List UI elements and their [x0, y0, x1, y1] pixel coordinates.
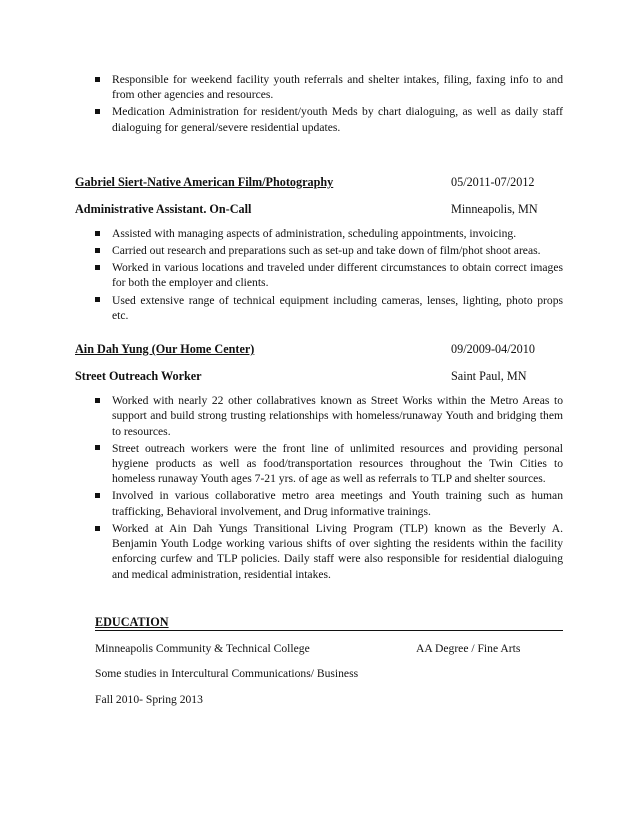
list-item — [95, 441, 563, 487]
list-item — [95, 72, 563, 103]
bullet-text: Responsible for weekend facility youth referrals and shelter intakes, filing, faxing info to and from other agencies and resources. — [112, 73, 563, 102]
square-bullet-icon — [95, 265, 100, 270]
education-period: Fall 2010- Spring 2013 — [95, 693, 203, 706]
job2-dates: 09/2009-04/2010 — [451, 342, 535, 356]
square-bullet-icon — [95, 109, 100, 114]
list-item — [95, 243, 563, 258]
education-heading — [95, 615, 563, 631]
job1-dates: 05/2011-07/2012 — [451, 175, 535, 189]
top-bullet-list — [95, 72, 563, 137]
job1-bullet-list — [95, 226, 563, 325]
bullet-text: Worked in various locations and traveled under different circumstances to obtain correct images for both the employer and clients. — [112, 261, 563, 290]
square-bullet-icon — [95, 398, 100, 403]
square-bullet-icon — [95, 526, 100, 531]
list-item — [95, 293, 563, 324]
bullet-text: Worked at Ain Dah Yungs Transitional Living Program (TLP) known as the Beverly A. Benjamin Youth Lodge working various shifts of over sighting the residents within the facility enforcing curfew and TLP policies. Daily staff were also responsible for residential dialoguing and medical administration, residential intakes. — [112, 521, 563, 581]
bullet-text: Used extensive range of technical equipment including cameras, lenses, lighting, photo props etc. — [112, 293, 563, 322]
bullet-text: Street outreach workers were the front line of unlimited resources and providing personal hygiene products as well as food/transportation resources throughout the Twin Cities to homeless runaway Youth ages 7-21 yrs. of age as well as referrals to TLP and shelter sources. — [112, 441, 563, 486]
list-item — [95, 488, 563, 519]
bullet-text: Carried out research and preparations such as set-up and take down of film/phot shoot areas. — [112, 244, 541, 258]
square-bullet-icon — [95, 297, 100, 302]
square-bullet-icon — [95, 248, 100, 253]
education-degree: AA Degree / Fine Arts — [416, 642, 521, 655]
list-item — [95, 521, 563, 582]
education-heading-text: EDUCATION — [95, 615, 169, 629]
square-bullet-icon — [95, 77, 100, 82]
list-item — [95, 260, 563, 291]
bullet-text: Medication Administration for resident/youth Meds by chart dialoguing, as well as daily staff dialoguing for general/severe residential updates. — [112, 105, 563, 134]
job1-employer: Gabriel Siert-Native American Film/Photography — [75, 175, 334, 189]
list-item — [95, 104, 563, 135]
square-bullet-icon — [95, 231, 100, 236]
education-school: Minneapolis Community & Technical College — [95, 642, 310, 655]
job2-title: Street Outreach Worker — [75, 369, 202, 383]
square-bullet-icon — [95, 493, 100, 498]
list-item — [95, 226, 563, 241]
list-item — [95, 393, 563, 439]
bullet-text: Worked with nearly 22 other collabratives known as Street Works within the Metro Areas to support and build strong trusting relationships with homeless/runaway Youth and bridging them to resources. — [112, 394, 563, 438]
job2-bullet-list — [95, 393, 563, 584]
job1-location: Minneapolis, MN — [451, 202, 538, 216]
job1-title: Administrative Assistant. On-Call — [75, 202, 252, 216]
job2-location: Saint Paul, MN — [451, 369, 527, 383]
education-studies: Some studies in Intercultural Communications/ Business — [95, 667, 359, 680]
bullet-text: Involved in various collaborative metro area meetings and Youth training such as human trafficking, Behavioral involvement, and Drug informative trainings. — [112, 489, 563, 518]
bullet-text: Assisted with managing aspects of administration, scheduling appointments, invoicing. — [112, 227, 517, 240]
square-bullet-icon — [95, 445, 100, 450]
job2-employer: Ain Dah Yung (Our Home Center) — [75, 342, 255, 356]
